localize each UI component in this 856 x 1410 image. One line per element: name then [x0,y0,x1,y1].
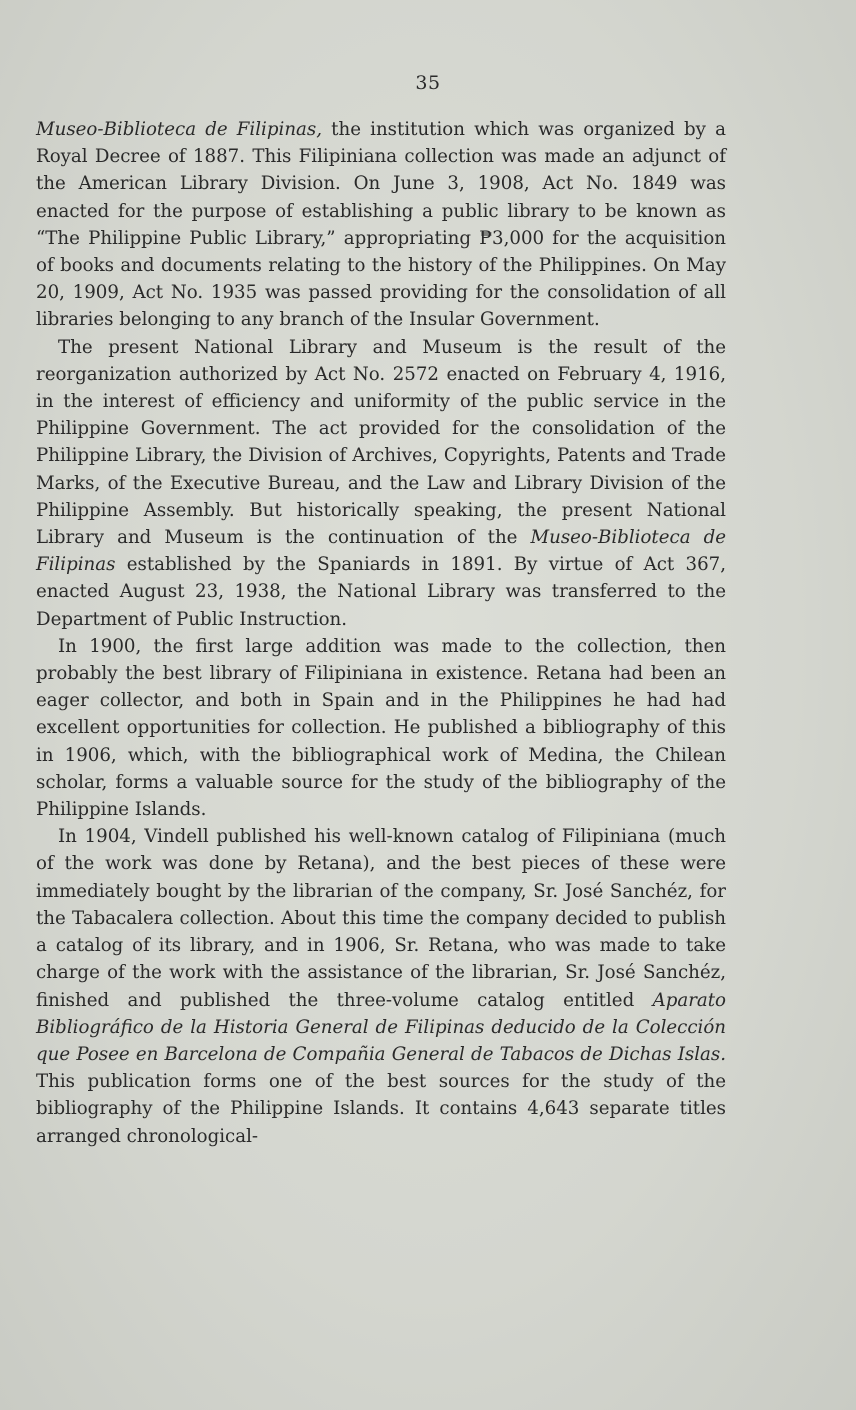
italic-title-aparato-bibliografico: Aparato Bibliográfico de la Historia General de Filipinas deducido de la Colección que Posee en Barcelona de Compañia General de Tabacos de Dichas Islas. [36,989,726,1065]
paragraph-text: the institution which was organized by a Royal Decree of 1887. This Filipiniana collection was made an adjunct of the American Library Division. On June 3, 1908, Act No. 1849 was enacted for the purpose of establishing a public library to be known as “The Philippine Public Library,” appropriating ₱3,000 for the acquisition of books and documents relating to the history of the Philippines. On May 20, 1909, Act No. 1935 was passed providing for the consolidation of all libraries belonging to any branch of the Insular Government. [36,119,726,331]
paragraph-4 [36,823,726,1149]
italic-title-museo-biblioteca: Museo-Biblioteca de Filipinas, [36,119,322,140]
paragraph-text: The present National Library and Museum is the result of the reorganization authorized by Act No. 2572 enacted on February 4, 1916, in the interest of efficiency and uniformity of the public service in the Philippine Government. The act provided for the consolidation of the Philippine Library, the Division of Archives, Copyrights, Patents and Trade Marks, of the Executive Bureau, and the Law and Library Division of the Philippine Assembly. But historically speaking, the present National Library and Museum is the continuation of the [36,336,726,549]
italic-title-museo-biblioteca: Museo-Biblioteca de Filipinas [36,527,726,576]
paragraph-text: This publication forms one of the best sources for the study of the bibliography of the Philippine Islands. It contains 4,643 separate titles arranged chronological- [36,1071,726,1147]
paragraph-3 [36,633,726,823]
paragraph-text: established by the Spaniards in 1891. By virtue of Act 367, enacted August 23, 1938, the National Library was transferred to the Department of Public Instruction. [36,554,726,630]
paragraph-text: In 1900, the first large addition was made to the collection, then probably the best library of Filipiniana in existence. Retana had been an eager collector, and both in Spain and in the Philippines he had had excellent opportunities for collection. He published a bibliography of this in 1906, which, with the bibliographical work of Medina, the Chilean scholar, forms a valuable source for the study of the bibliography of the Philippine Islands. [36,635,726,821]
paragraph-text: In 1904, Vindell published his well-known catalog of Filipiniana (much of the work was done by Retana), and the best pieces of these were immediately bought by the librarian of the company, Sr. José Sanchéz, for the Tabacalera collection. About this time the company decided to publish a catalog of its library, and in 1906, Sr. Retana, who was made to take charge of the work with the assistance of the librarian, Sr. José Sanchéz, finished and published the three-volume catalog entitled [36,826,726,1011]
body-text [36,116,726,1150]
page-number: 35 [415,72,441,94]
paragraph-2 [36,334,726,633]
paragraph-1 [36,116,726,334]
